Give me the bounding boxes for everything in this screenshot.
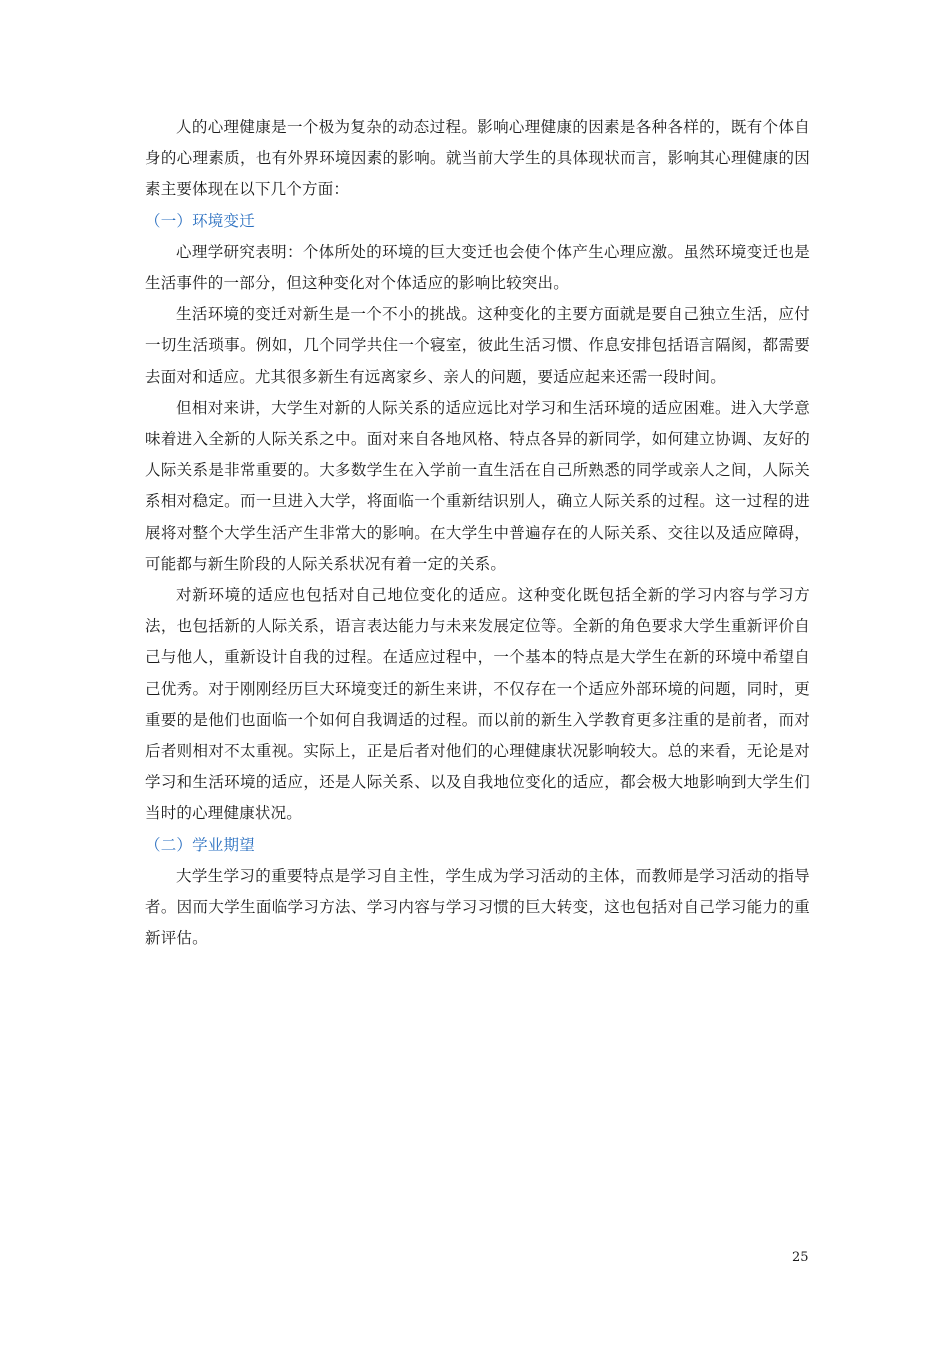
paragraph-academic-autonomy: 大学生学习的重要特点是学习自主性，学生成为学习活动的主体，而教师是学习活动的指导者。因而大学生面临学习方法、学习内容与学习习惯的巨大转变，这也包括对自己学习能力的重新评估。 xyxy=(145,866,810,948)
paragraph-environment-stress: 心理学研究表明：个体所处的环境的巨大变迁也会使个体产生心理应激。虽然环境变迁也是生活事件的一部分，但这种变化对个体适应的影响比较突出。 xyxy=(145,242,810,293)
page-content xyxy=(145,112,810,954)
section-heading-environment: （一）环境变迁 xyxy=(145,211,255,230)
paragraph-living-environment: 生活环境的变迁对新生是一个不小的挑战。这种变化的主要方面就是要自己独立生活，应付一切生活琐事。例如，几个同学共住一个寝室，彼此生活习惯、作息安排包括语言隔阂，都需要去面对和适应。尤其很多新生有远离家乡、亲人的问题，要适应起来还需一段时间。 xyxy=(145,305,810,386)
intro-paragraph: 人的心理健康是一个极为复杂的动态过程。影响心理健康的因素是各种各样的，既有个体自身的心理素质，也有外界环境因素的影响。就当前大学生的具体现状而言，影响其心理健康的因素主要体现在以下几个方面： xyxy=(145,118,810,199)
paragraph-interpersonal: 但相对来讲，大学生对新的人际关系的适应远比对学习和生活环境的适应困难。进入大学意味着进入全新的人际关系之中。面对来自各地风格、特点各异的新同学，如何建立协调、友好的人际关系是非常重要的。大多数学生在入学前一直生活在自己所熟悉的同学或亲人之间，人际关系相对稳定。而一旦进入大学，将面临一个重新结识别人，确立人际关系的过程。这一过程的进展将对整个大学生活产生非常大的影响。在大学生中普遍存在的人际关系、交往以及适应障碍，可能都与新生阶段的人际关系状况有着一定的关系。 xyxy=(145,398,810,573)
section-heading-academic: （二）学业期望 xyxy=(145,835,255,854)
paragraph-status-change: 对新环境的适应也包括对自己地位变化的适应。这种变化既包括全新的学习内容与学习方法，也包括新的人际关系，语言表达能力与未来发展定位等。全新的角色要求大学生重新评价自己与他人，重新设计自我的过程。在适应过程中，一个基本的特点是大学生在新的环境中希望自己优秀。对于刚刚经历巨大环境变迁的新生来讲，不仅存在一个适应外部环境的问题，同时，更重要的是他们也面临一个如何自我调适的过程。而以前的新生入学教育更多注重的是前者，而对后者则相对不太重视。实际上，正是后者对他们的心理健康状况影响较大。总的来看，无论是对学习和生活环境的适应，还是人际关系、以及自我地位变化的适应，都会极大地影响到大学生们当时的心理健康状况。 xyxy=(145,586,810,823)
page-number: 25 xyxy=(792,1250,809,1265)
